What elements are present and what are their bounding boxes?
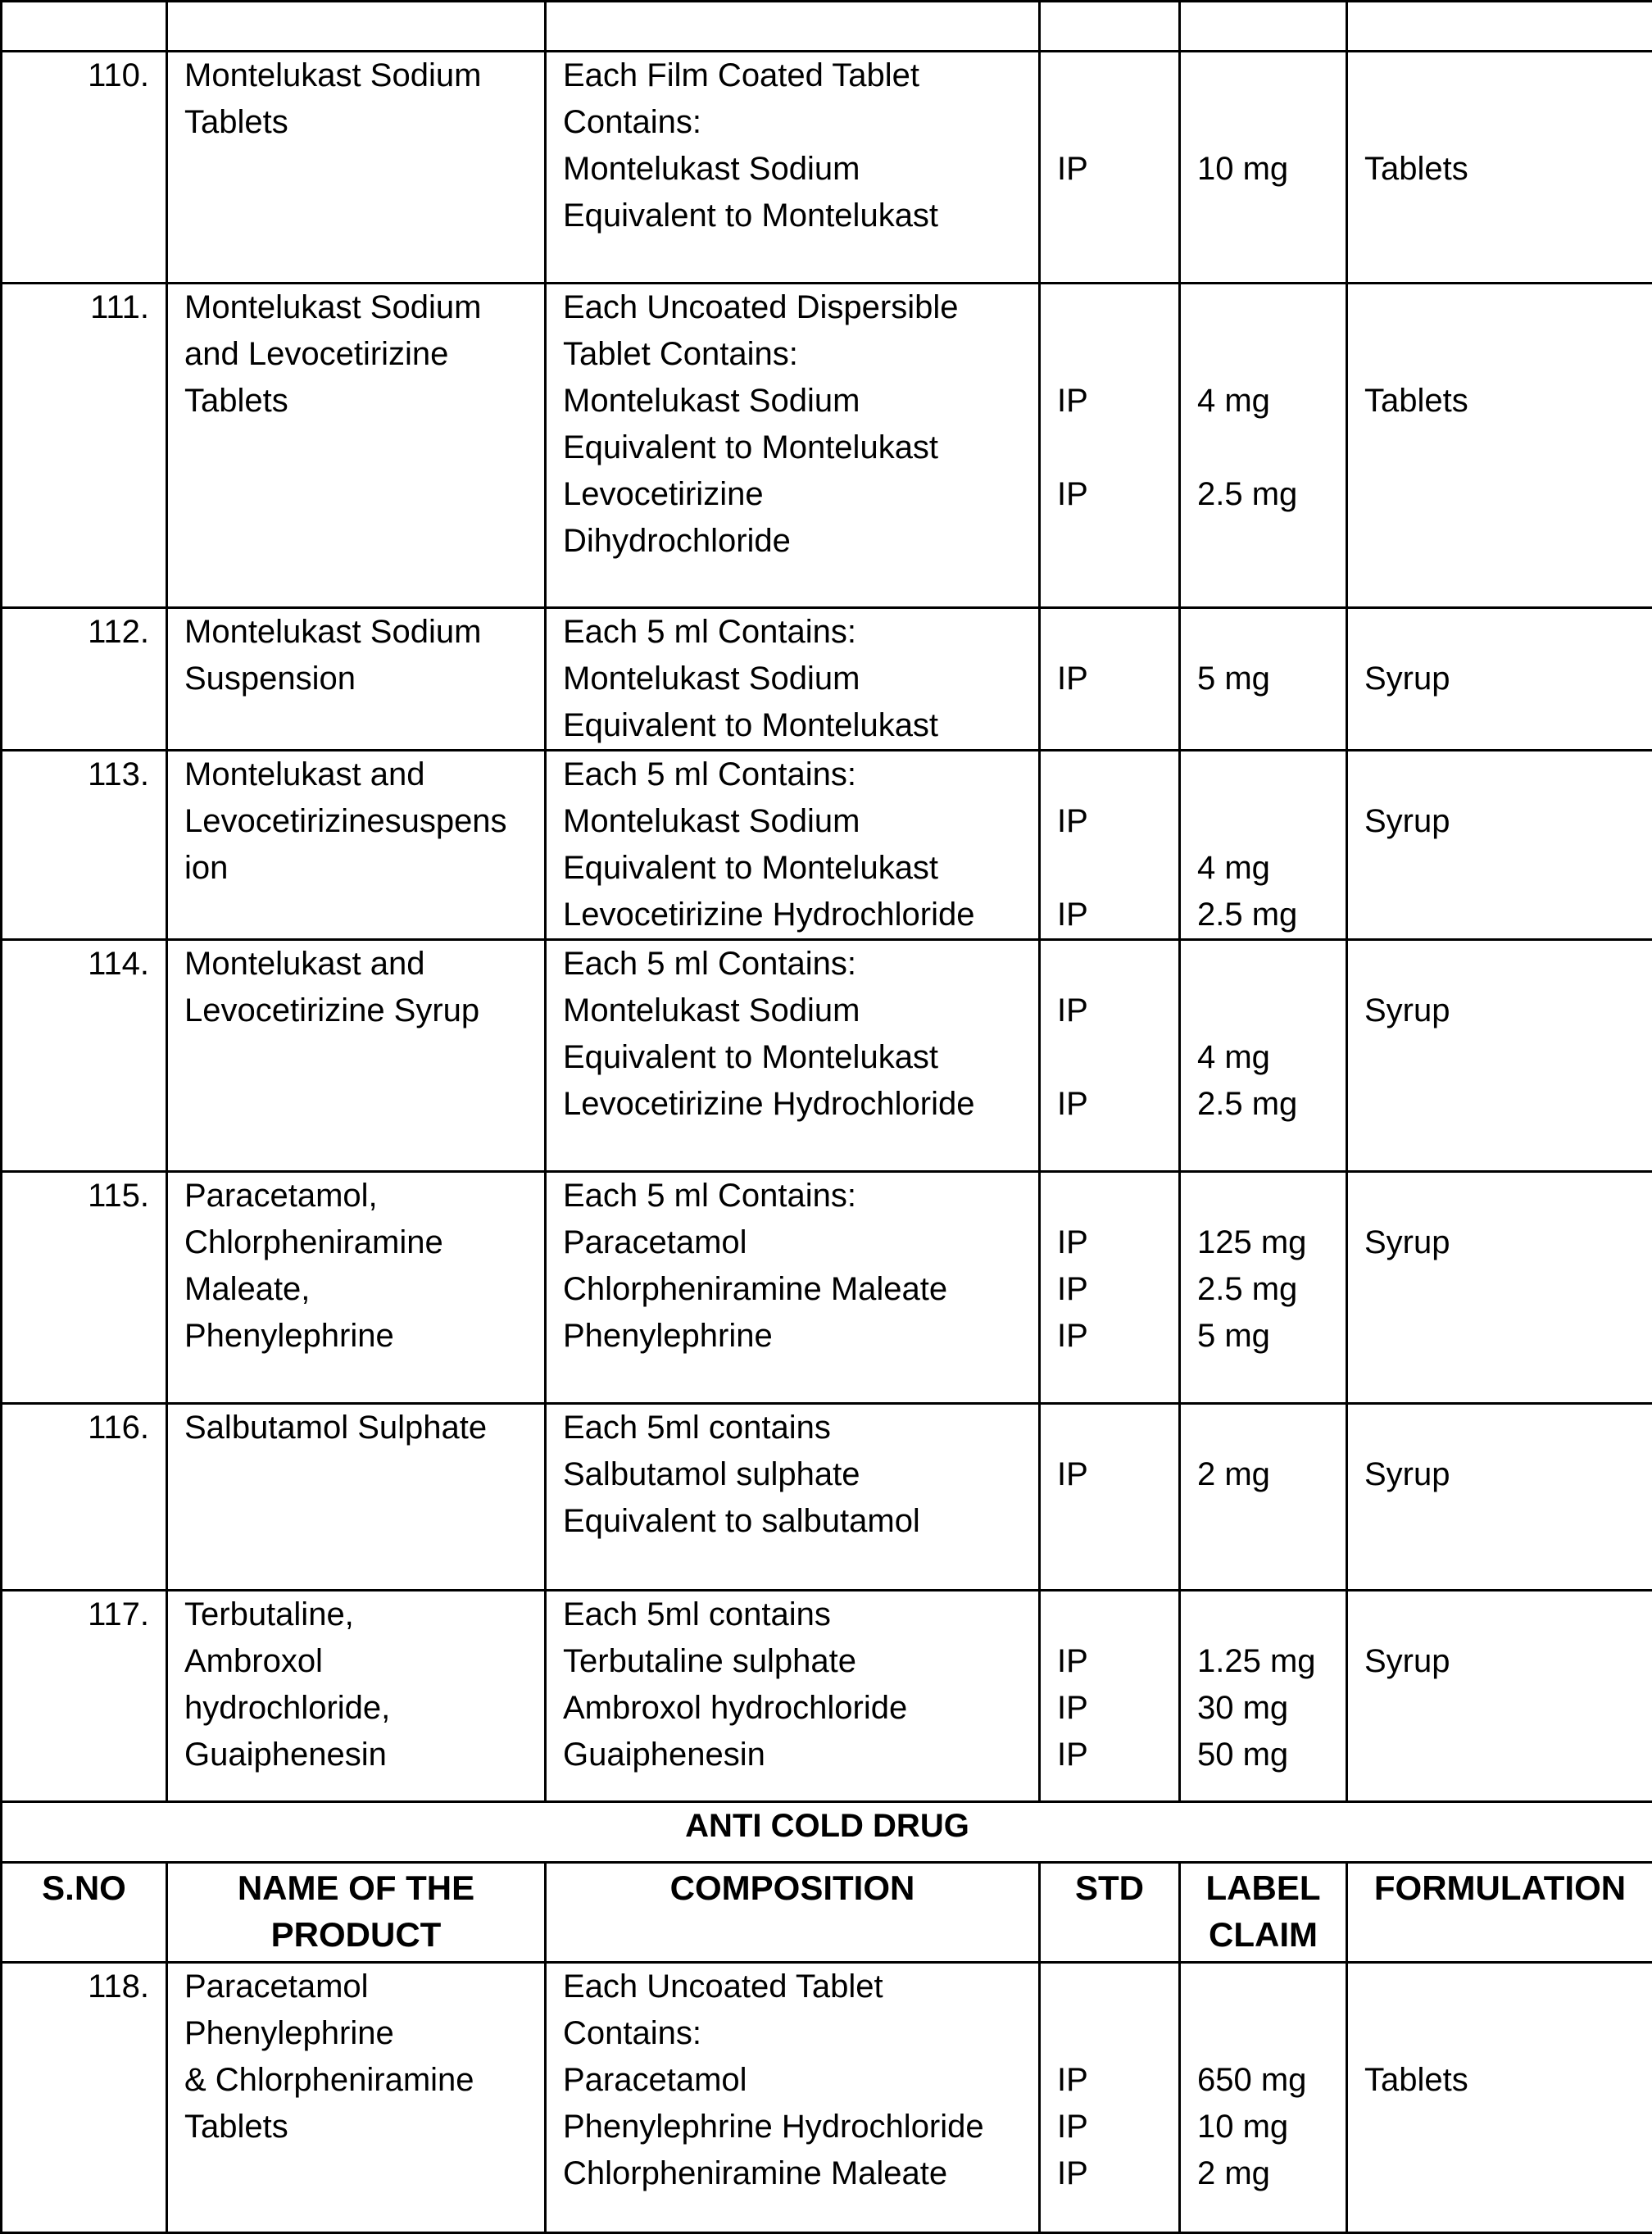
serial-number: 113. [2, 751, 167, 940]
label-claim-line: 30 mg [1197, 1685, 1329, 1732]
standard-line [1057, 193, 1162, 239]
label-claim-line: 4 mg [1197, 378, 1329, 425]
composition-line: Phenylephrine Hydrochloride [563, 2104, 1022, 2150]
serial-number: 115. [2, 1172, 167, 1404]
standard-cell [1040, 751, 1180, 940]
label-claim-line [1197, 1498, 1329, 1545]
formulation-line [1364, 1034, 1636, 1081]
formulation-line [1364, 1266, 1636, 1313]
composition-line: Levocetirizine [563, 471, 1022, 518]
header-name: NAME OF THE PRODUCT [167, 1863, 546, 1963]
formulation-line [1364, 518, 1636, 565]
label-claim-line [1197, 284, 1329, 331]
product-name-line: Tablets [184, 2104, 528, 2150]
standard-line [1057, 751, 1162, 798]
standard-line [1057, 1405, 1162, 1451]
formulation-line: Syrup [1364, 656, 1636, 702]
label-claim-line: 2.5 mg [1197, 471, 1329, 518]
composition-line: Each 5ml contains [563, 1591, 1022, 1638]
formulation-line [1364, 751, 1636, 798]
header-label-claim: LABEL CLAIM [1180, 1863, 1347, 1963]
product-name-line: Phenylephrine [184, 2010, 528, 2057]
label-claim-line [1197, 99, 1329, 146]
product-name-cell [167, 940, 546, 1172]
header-std: STD [1040, 1863, 1180, 1963]
label-claim-line [1197, 702, 1329, 749]
product-name-cell [167, 1404, 546, 1591]
label-claim-line: 650 mg [1197, 2057, 1329, 2104]
composition-line: Each 5 ml Contains: [563, 751, 1022, 798]
section-title-row [2, 1802, 1652, 1863]
label-claim-cell [1180, 1963, 1347, 2233]
section-rows [2, 1963, 1652, 2233]
formulation-line [1364, 1405, 1636, 1451]
empty-cell [1040, 2, 1180, 52]
composition-line: Equivalent to salbutamol [563, 1498, 1022, 1545]
composition-line: Levocetirizine Hydrochloride [563, 892, 1022, 938]
standard-line: IP [1057, 1451, 1162, 1498]
serial-number: 110. [2, 52, 167, 284]
standard-line [1057, 331, 1162, 378]
product-name-line: Levocetirizine Syrup [184, 988, 528, 1034]
standard-line: IP [1057, 1081, 1162, 1128]
standard-line [1057, 609, 1162, 656]
formulation-cell [1347, 284, 1652, 608]
label-claim-line: 2 mg [1197, 2150, 1329, 2197]
label-claim-line [1197, 1173, 1329, 1219]
product-name-cell [167, 751, 546, 940]
table-row [2, 940, 1652, 1172]
composition-line: Each Uncoated Tablet [563, 1964, 1022, 2010]
formulation-cell [1347, 751, 1652, 940]
composition-line: Each 5 ml Contains: [563, 1173, 1022, 1219]
composition-cell [546, 1591, 1040, 1802]
table-row [2, 1404, 1652, 1591]
composition-cell [546, 608, 1040, 751]
table-row [2, 1963, 1652, 2233]
formulation-line [1364, 99, 1636, 146]
table-row [2, 751, 1652, 940]
composition-line: Chlorpheniramine Maleate [563, 2150, 1022, 2197]
label-claim-line [1197, 518, 1329, 565]
product-name-line: Guaiphenesin [184, 1732, 528, 1778]
formulation-line [1364, 1081, 1636, 1128]
product-name-line: Montelukast Sodium [184, 52, 528, 99]
product-name-line: Tablets [184, 378, 528, 425]
label-claim-line: 4 mg [1197, 845, 1329, 892]
standard-line: IP [1057, 656, 1162, 702]
composition-line: Contains: [563, 99, 1022, 146]
label-claim-line: 1.25 mg [1197, 1638, 1329, 1685]
standard-line: IP [1057, 1266, 1162, 1313]
formulation-line [1364, 52, 1636, 99]
formulation-cell [1347, 1172, 1652, 1404]
serial-number: 114. [2, 940, 167, 1172]
composition-cell [546, 284, 1040, 608]
standard-cell [1040, 1404, 1180, 1591]
product-name-line: Montelukast Sodium [184, 284, 528, 331]
standard-line [1057, 99, 1162, 146]
product-name-cell [167, 1963, 546, 2233]
empty-cell [167, 2, 546, 52]
composition-line: Contains: [563, 2010, 1022, 2057]
composition-line: Equivalent to Montelukast [563, 845, 1022, 892]
standard-line: IP [1057, 1685, 1162, 1732]
standard-cell [1040, 1963, 1180, 2233]
product-name-cell [167, 284, 546, 608]
standard-line [1057, 518, 1162, 565]
formulation-line: Tablets [1364, 378, 1636, 425]
label-claim-line [1197, 1591, 1329, 1638]
label-claim-line: 5 mg [1197, 1313, 1329, 1360]
product-name-line: Terbutaline, [184, 1591, 528, 1638]
composition-line: Montelukast Sodium [563, 798, 1022, 845]
composition-line: Paracetamol [563, 1219, 1022, 1266]
label-claim-cell [1180, 284, 1347, 608]
formulation-line [1364, 2150, 1636, 2197]
label-claim-line [1197, 1964, 1329, 2010]
label-claim-line [1197, 52, 1329, 99]
formulation-line [1364, 2104, 1636, 2150]
product-name-line: Chlorpheniramine [184, 1219, 528, 1266]
composition-line: Montelukast Sodium [563, 656, 1022, 702]
standard-line [1057, 1591, 1162, 1638]
formulation-line [1364, 1732, 1636, 1778]
formulation-line [1364, 331, 1636, 378]
standard-line: IP [1057, 892, 1162, 938]
formulation-line: Syrup [1364, 1451, 1636, 1498]
label-claim-line [1197, 798, 1329, 845]
label-claim-line: 2 mg [1197, 1451, 1329, 1498]
formulation-cell [1347, 1591, 1652, 1802]
composition-line: Each Film Coated Tablet [563, 52, 1022, 99]
composition-line: Dihydrochloride [563, 518, 1022, 565]
standard-line: IP [1057, 1219, 1162, 1266]
product-name-line: Salbutamol Sulphate [184, 1405, 528, 1451]
formulation-line [1364, 1173, 1636, 1219]
empty-top-row [2, 2, 1652, 52]
formulation-line [1364, 284, 1636, 331]
formulation-line [1364, 1313, 1636, 1360]
label-claim-line: 125 mg [1197, 1219, 1329, 1266]
standard-line [1057, 52, 1162, 99]
formulation-cell [1347, 1404, 1652, 1591]
formulation-line [1364, 2010, 1636, 2057]
product-name-line: Ambroxol [184, 1638, 528, 1685]
formulation-line: Syrup [1364, 1638, 1636, 1685]
composition-cell [546, 52, 1040, 284]
standard-line: IP [1057, 2057, 1162, 2104]
label-claim-line: 50 mg [1197, 1732, 1329, 1778]
serial-number: 116. [2, 1404, 167, 1591]
label-claim-cell [1180, 940, 1347, 1172]
formulation-cell [1347, 52, 1652, 284]
standard-cell [1040, 940, 1180, 1172]
formulation-line [1364, 892, 1636, 938]
composition-line: Levocetirizine Hydrochloride [563, 1081, 1022, 1128]
composition-line: Chlorpheniramine Maleate [563, 1266, 1022, 1313]
table-row [2, 52, 1652, 284]
composition-line: Montelukast Sodium [563, 146, 1022, 193]
label-claim-cell [1180, 1591, 1347, 1802]
label-claim-line [1197, 609, 1329, 656]
section-title: ANTI COLD DRUG [2, 1802, 1652, 1863]
standard-line [1057, 941, 1162, 988]
standard-cell [1040, 608, 1180, 751]
composition-cell [546, 751, 1040, 940]
column-header-row [2, 1863, 1652, 1963]
formulation-line [1364, 471, 1636, 518]
product-name-line: hydrochloride, [184, 1685, 528, 1732]
composition-line: Montelukast Sodium [563, 378, 1022, 425]
product-name-line: Montelukast and [184, 941, 528, 988]
formulation-line: Syrup [1364, 988, 1636, 1034]
product-name-line: Tablets [184, 99, 528, 146]
label-claim-line [1197, 988, 1329, 1034]
standard-line: IP [1057, 378, 1162, 425]
empty-cell [1180, 2, 1347, 52]
standard-cell [1040, 284, 1180, 608]
label-claim-cell [1180, 608, 1347, 751]
composition-line: Salbutamol sulphate [563, 1451, 1022, 1498]
composition-line: Paracetamol [563, 2057, 1022, 2104]
formulation-line [1364, 702, 1636, 749]
standard-cell [1040, 1172, 1180, 1404]
label-claim-line: 4 mg [1197, 1034, 1329, 1081]
composition-line: Equivalent to Montelukast [563, 1034, 1022, 1081]
product-name-line: Levocetirizinesuspens [184, 798, 528, 845]
composition-line: Each 5 ml Contains: [563, 941, 1022, 988]
standard-line: IP [1057, 1313, 1162, 1360]
product-name-line: Montelukast Sodium [184, 609, 528, 656]
formulation-line [1364, 425, 1636, 471]
formulation-line [1364, 1685, 1636, 1732]
formulation-line [1364, 941, 1636, 988]
header-composition: COMPOSITION [546, 1863, 1040, 1963]
formulation-line [1364, 1591, 1636, 1638]
standard-line [1057, 702, 1162, 749]
header-sno: S.NO [2, 1863, 167, 1963]
composition-cell [546, 1172, 1040, 1404]
label-claim-cell [1180, 751, 1347, 940]
formulation-line: Tablets [1364, 2057, 1636, 2104]
formulation-line: Syrup [1364, 798, 1636, 845]
standard-line: IP [1057, 1732, 1162, 1778]
serial-number: 112. [2, 608, 167, 751]
composition-line: Ambroxol hydrochloride [563, 1685, 1022, 1732]
standard-line [1057, 1173, 1162, 1219]
product-name-cell [167, 52, 546, 284]
composition-line: Each 5ml contains [563, 1405, 1022, 1451]
serial-number: 111. [2, 284, 167, 608]
label-claim-line [1197, 1405, 1329, 1451]
continued-rows [2, 52, 1652, 1802]
formulation-cell [1347, 940, 1652, 1172]
standard-line: IP [1057, 1638, 1162, 1685]
standard-line: IP [1057, 2150, 1162, 2197]
formulation-line: Syrup [1364, 1219, 1636, 1266]
composition-line: Phenylephrine [563, 1313, 1022, 1360]
label-claim-line: 10 mg [1197, 2104, 1329, 2150]
serial-number: 118. [2, 1963, 167, 2233]
product-name-cell [167, 1172, 546, 1404]
composition-cell [546, 940, 1040, 1172]
product-name-line: Montelukast and [184, 751, 528, 798]
table-row [2, 608, 1652, 751]
standard-line: IP [1057, 798, 1162, 845]
standard-line: IP [1057, 471, 1162, 518]
header-formulation: FORMULATION [1347, 1863, 1652, 1963]
product-name-cell [167, 1591, 546, 1802]
standard-line [1057, 2010, 1162, 2057]
label-claim-line [1197, 425, 1329, 471]
label-claim-line: 5 mg [1197, 656, 1329, 702]
label-claim-cell [1180, 1172, 1347, 1404]
standard-line [1057, 425, 1162, 471]
product-name-line: ion [184, 845, 528, 892]
composition-line: Guaiphenesin [563, 1732, 1022, 1778]
product-name-line: and Levocetirizine [184, 331, 528, 378]
standard-line: IP [1057, 146, 1162, 193]
label-claim-line [1197, 193, 1329, 239]
standard-cell [1040, 52, 1180, 284]
composition-line: Tablet Contains: [563, 331, 1022, 378]
composition-line: Equivalent to Montelukast [563, 702, 1022, 749]
serial-number: 117. [2, 1591, 167, 1802]
label-claim-cell [1180, 1404, 1347, 1591]
composition-cell [546, 1963, 1040, 2233]
standard-line: IP [1057, 2104, 1162, 2150]
composition-cell [546, 1404, 1040, 1591]
label-claim-cell [1180, 52, 1347, 284]
label-claim-line: 10 mg [1197, 146, 1329, 193]
product-name-line: & Chlorpheniramine [184, 2057, 528, 2104]
standard-line [1057, 284, 1162, 331]
composition-line: Equivalent to Montelukast [563, 193, 1022, 239]
label-claim-line: 2.5 mg [1197, 892, 1329, 938]
label-claim-line [1197, 751, 1329, 798]
standard-line [1057, 845, 1162, 892]
product-name-line: Maleate, [184, 1266, 528, 1313]
product-name-line: Paracetamol, [184, 1173, 528, 1219]
product-name-line: Suspension [184, 656, 528, 702]
label-claim-line [1197, 2010, 1329, 2057]
product-name-cell [167, 608, 546, 751]
empty-cell [546, 2, 1040, 52]
composition-line: Terbutaline sulphate [563, 1638, 1022, 1685]
standard-cell [1040, 1591, 1180, 1802]
formulation-cell [1347, 608, 1652, 751]
label-claim-line [1197, 331, 1329, 378]
standard-line [1057, 1964, 1162, 2010]
label-claim-line: 2.5 mg [1197, 1266, 1329, 1313]
standard-line [1057, 1034, 1162, 1081]
label-claim-line: 2.5 mg [1197, 1081, 1329, 1128]
formulation-line [1364, 1964, 1636, 2010]
table-row [2, 1591, 1652, 1802]
formulation-cell [1347, 1963, 1652, 2233]
product-name-line: Phenylephrine [184, 1313, 528, 1360]
formulation-line [1364, 609, 1636, 656]
empty-cell [2, 2, 167, 52]
composition-line: Each 5 ml Contains: [563, 609, 1022, 656]
formulation-line [1364, 845, 1636, 892]
formulation-line [1364, 1498, 1636, 1545]
standard-line [1057, 1498, 1162, 1545]
composition-line: Equivalent to Montelukast [563, 425, 1022, 471]
composition-line: Each Uncoated Dispersible [563, 284, 1022, 331]
composition-line: Montelukast Sodium [563, 988, 1022, 1034]
product-name-line: Paracetamol [184, 1964, 528, 2010]
standard-line: IP [1057, 988, 1162, 1034]
formulation-line [1364, 193, 1636, 239]
empty-cell [1347, 2, 1652, 52]
table-row [2, 284, 1652, 608]
formulation-line: Tablets [1364, 146, 1636, 193]
label-claim-line [1197, 941, 1329, 988]
table-row [2, 1172, 1652, 1404]
